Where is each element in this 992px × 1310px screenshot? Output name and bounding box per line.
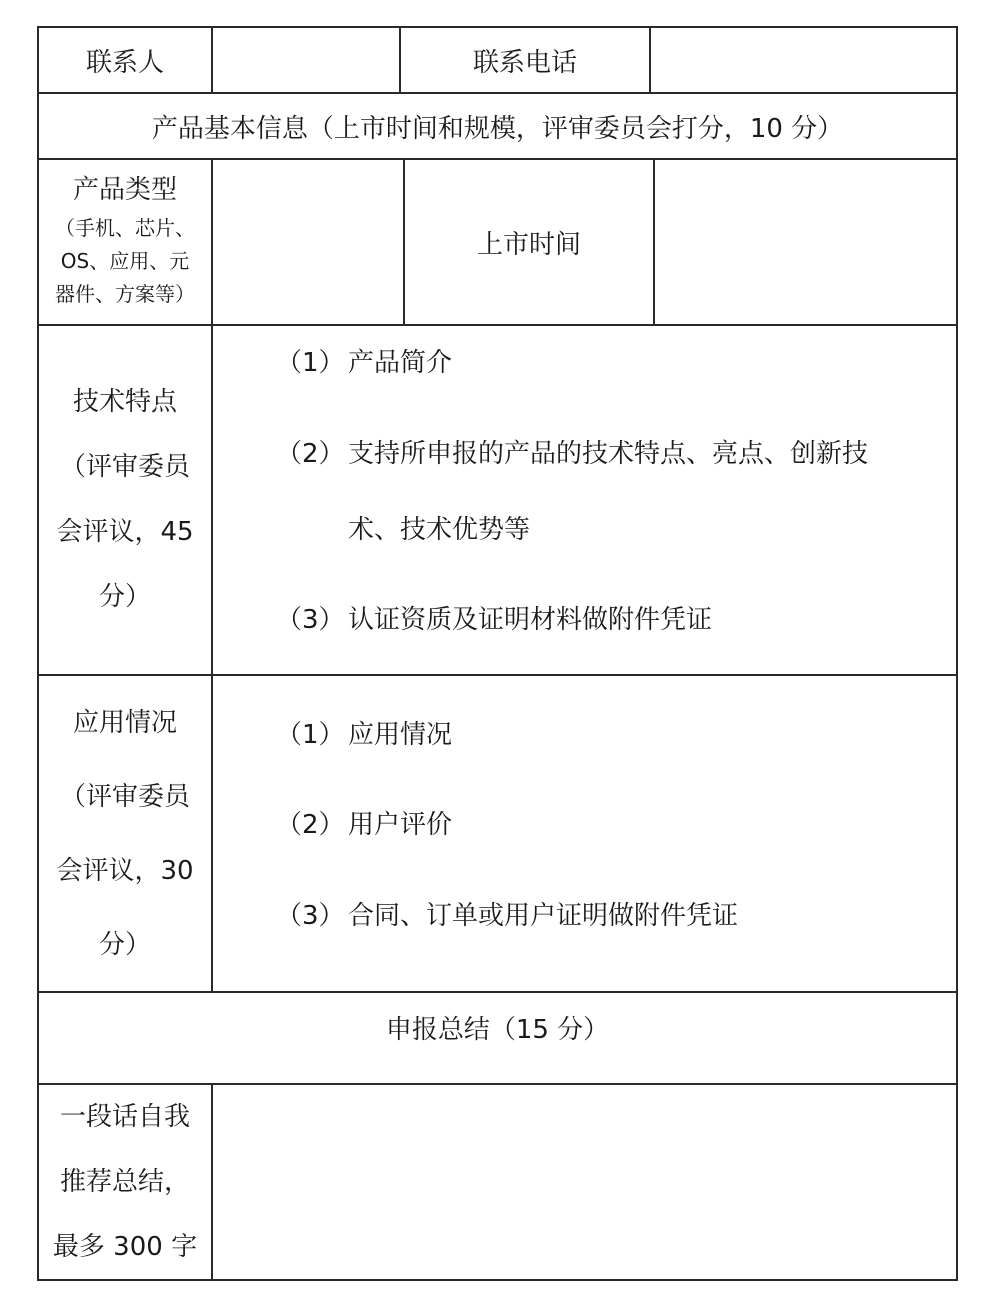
tech-features-content xyxy=(276,326,952,674)
app-label-line-1: 应用情况 xyxy=(72,707,177,738)
tech-label-line-3: 会评议，45 xyxy=(56,517,194,547)
item-text: 应用情况 xyxy=(348,720,453,750)
item-text: 产品简介 xyxy=(348,348,453,378)
list-item xyxy=(276,433,868,470)
item-text: 支持所申报的产品的技术特点、亮点、创新技 xyxy=(348,439,869,469)
app-label-line-2: （评审委员 xyxy=(59,781,190,812)
list-item xyxy=(276,714,452,751)
product-type-label: 产品类型 xyxy=(72,174,177,205)
launch-time-label: 上市时间 xyxy=(476,229,581,260)
contact-value[interactable] xyxy=(213,28,399,92)
item-number: （3） xyxy=(276,605,345,635)
phone-label: 联系电话 xyxy=(472,47,577,78)
item-text-continued: 术、技术优势等 xyxy=(348,515,531,545)
summary-value[interactable] xyxy=(213,1085,956,1279)
application-content xyxy=(276,676,952,991)
item-text: 合同、订单或用户证明做附件凭证 xyxy=(348,901,739,931)
border-right xyxy=(956,26,958,1281)
summary-title: 申报总结（15 分） xyxy=(385,1014,610,1045)
list-item xyxy=(276,599,712,636)
application-label xyxy=(39,676,211,991)
list-item xyxy=(276,342,452,379)
summary-label-line-2: 推荐总结， xyxy=(59,1166,190,1197)
tech-label-line-1: 技术特点 xyxy=(72,387,177,417)
product-type-value[interactable] xyxy=(213,160,403,324)
item-number: （2） xyxy=(276,810,345,840)
product-type-hint-1: （手机、芯片、 xyxy=(55,215,195,240)
product-type-hint-2: OS、应用、元 xyxy=(60,248,190,273)
tech-label-line-4: 分） xyxy=(98,582,151,612)
product-info-title: 产品基本信息（上市时间和规模，评审委员会打分，10 分） xyxy=(151,113,844,144)
phone-value[interactable] xyxy=(651,28,956,92)
item-number: （1） xyxy=(276,348,345,378)
item-number: （3） xyxy=(276,901,345,931)
border-r4-a xyxy=(211,324,213,993)
list-item xyxy=(276,804,452,841)
list-item xyxy=(276,895,738,932)
tech-label-line-2: （评审委员 xyxy=(59,452,190,482)
contact-label: 联系人 xyxy=(85,47,164,78)
tech-features-label xyxy=(39,326,211,674)
product-type-label-cell xyxy=(39,160,211,324)
item-number: （1） xyxy=(276,720,345,750)
item-text: 认证资质及证明材料做附件凭证 xyxy=(348,605,713,635)
item-text: 用户评价 xyxy=(348,810,453,840)
summary-label-line-1: 一段话自我 xyxy=(59,1101,190,1132)
item-number: （2） xyxy=(276,439,345,469)
summary-label-line-3: 最多 300 字 xyxy=(52,1231,198,1262)
launch-time-value[interactable] xyxy=(655,160,956,324)
app-label-line-3: 会评议，30 xyxy=(56,855,194,886)
summary-label xyxy=(39,1085,211,1279)
product-type-hint-3: 器件、方案等） xyxy=(55,281,195,306)
app-label-line-4: 分） xyxy=(98,929,151,960)
